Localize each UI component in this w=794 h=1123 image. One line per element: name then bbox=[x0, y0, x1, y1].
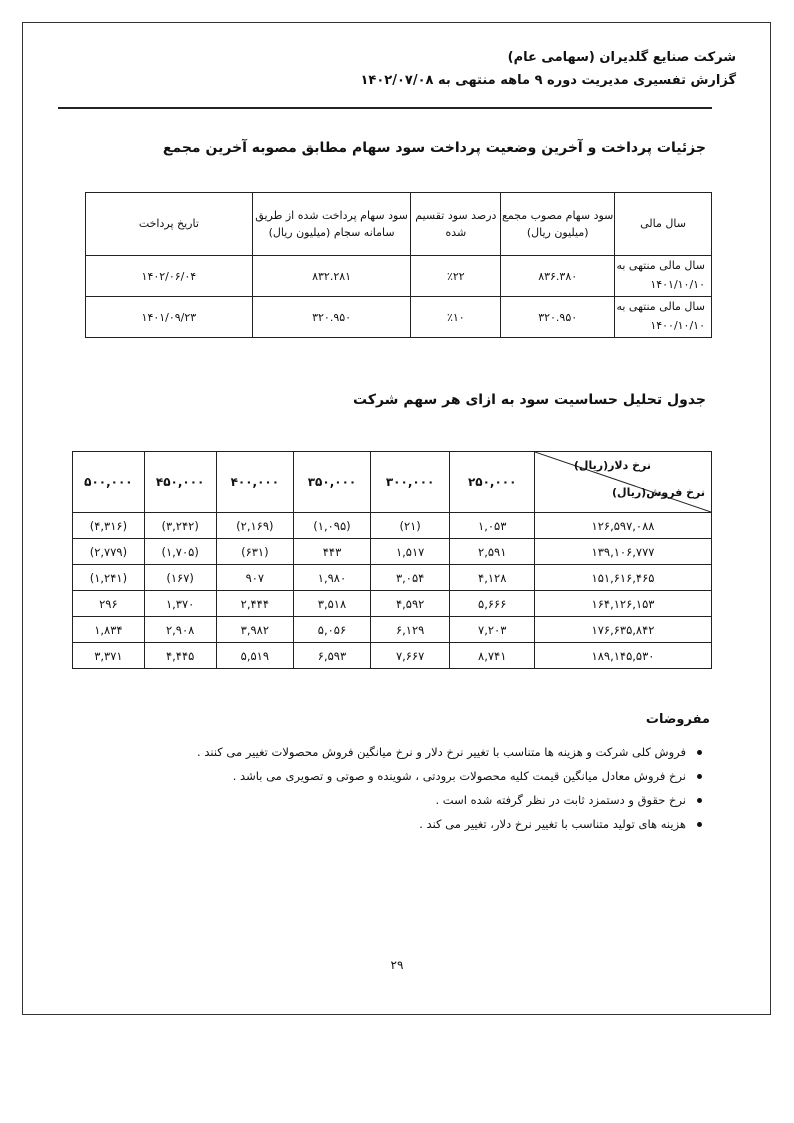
company-name: شرکت صنایع گلدیران (سهامی عام) bbox=[507, 50, 736, 65]
eps-cell: ۲,۹۰۸ bbox=[144, 617, 216, 643]
eps-cell: ۱,۸۳۴ bbox=[73, 617, 145, 643]
eps-cell: ۱,۳۷۰ bbox=[144, 591, 216, 617]
eps-cell: (۶۳۱) bbox=[216, 539, 294, 565]
table-row bbox=[86, 256, 712, 297]
eps-cell: ۵,۵۱۹ bbox=[216, 643, 294, 669]
dollar-rate-label: نرخ دلار(ریال) bbox=[573, 459, 651, 472]
eps-cell: ۱,۹۸۰ bbox=[294, 565, 371, 591]
eps-cell: (۱,۷۰۵) bbox=[144, 539, 216, 565]
table-row bbox=[73, 539, 712, 565]
eps-cell: ۲,۵۹۱ bbox=[450, 539, 535, 565]
sales-rate-cell: ۱۵۱,۶۱۶,۴۶۵ bbox=[535, 565, 712, 591]
eps-cell: ۸,۷۴۱ bbox=[450, 643, 535, 669]
paid-cell: ۳۲۰.۹۵۰ bbox=[252, 297, 411, 338]
page-number: ۲۹ bbox=[390, 958, 404, 972]
percent-cell: ٪۲۲ bbox=[411, 256, 501, 297]
eps-cell: ۳,۰۵۴ bbox=[370, 565, 450, 591]
header-divider bbox=[58, 107, 712, 109]
assumption-text: هزینه های تولید متناسب با تغییر نرخ دلار، تغییر می کند . bbox=[419, 817, 686, 831]
percent-cell: ٪۱۰ bbox=[411, 297, 501, 338]
dividend-header-row bbox=[86, 193, 712, 256]
eps-cell: ۳,۵۱۸ bbox=[294, 591, 371, 617]
eps-cell: ۵,۶۶۶ bbox=[450, 591, 535, 617]
table-row bbox=[73, 591, 712, 617]
report-title: گزارش تفسیری مدیریت دوره ۹ ماهه منتهی به ۱۴۰۲/۰۷/۰۸ bbox=[360, 73, 736, 88]
assumptions-list bbox=[126, 740, 686, 836]
list-item bbox=[126, 788, 686, 812]
paid-cell: ۸۳۲.۲۸۱ bbox=[252, 256, 411, 297]
table-row bbox=[86, 297, 712, 338]
dividend-table bbox=[85, 192, 712, 338]
dollar-rate-header: ۴۵۰,۰۰۰ bbox=[144, 452, 216, 513]
sensitivity-header-row bbox=[73, 452, 712, 513]
eps-cell: (۲,۱۶۹) bbox=[216, 513, 294, 539]
table-row bbox=[73, 513, 712, 539]
dollar-rate-header: ۴۰۰,۰۰۰ bbox=[216, 452, 294, 513]
eps-cell: (۲۱) bbox=[370, 513, 450, 539]
bullet-icon bbox=[697, 750, 702, 755]
eps-cell: ۳,۹۸۲ bbox=[216, 617, 294, 643]
eps-cell: (۳,۲۴۲) bbox=[144, 513, 216, 539]
col-paid-dividend: سود سهام پرداخت شده از طریق سامانه سجام (میلیون ریال) bbox=[252, 193, 411, 256]
dollar-rate-header: ۳۵۰,۰۰۰ bbox=[294, 452, 371, 513]
approved-cell: ۸۳۶.۳۸۰ bbox=[501, 256, 615, 297]
bullet-icon bbox=[697, 774, 702, 779]
bullet-icon bbox=[697, 798, 702, 803]
table-row bbox=[73, 565, 712, 591]
list-item bbox=[126, 764, 686, 788]
sales-rate-cell: ۱۲۶,۵۹۷,۰۸۸ bbox=[535, 513, 712, 539]
list-item bbox=[126, 812, 686, 836]
eps-cell: ۴,۱۲۸ bbox=[450, 565, 535, 591]
eps-cell: ۴,۵۹۲ bbox=[370, 591, 450, 617]
eps-cell: (۱,۲۴۱) bbox=[73, 565, 145, 591]
eps-cell: ۴۴۳ bbox=[294, 539, 371, 565]
eps-cell: ۱,۵۱۷ bbox=[370, 539, 450, 565]
assumption-text: نرخ فروش معادل میانگین قیمت کلیه محصولات برودتی ، شوینده و صوتی و تصویری می باشد . bbox=[232, 769, 686, 783]
sales-rate-cell: ۱۶۴,۱۲۶,۱۵۳ bbox=[535, 591, 712, 617]
eps-cell: ۶,۱۲۹ bbox=[370, 617, 450, 643]
eps-cell: (۱,۰۹۵) bbox=[294, 513, 371, 539]
eps-cell: ۲,۴۴۴ bbox=[216, 591, 294, 617]
eps-cell: ۳,۳۷۱ bbox=[73, 643, 145, 669]
sensitivity-section-title: جدول تحلیل حساسیت سود به ازای هر سهم شرکت bbox=[353, 392, 706, 408]
col-approved-dividend: سود سهام مصوب مجمع (میلیون ریال) bbox=[501, 193, 615, 256]
eps-cell: ۵,۰۵۶ bbox=[294, 617, 371, 643]
eps-cell: ۲۹۶ bbox=[73, 591, 145, 617]
fiscal-year-cell: سال مالی منتهی به ۱۴۰۰/۱۰/۱۰ bbox=[615, 297, 712, 338]
fiscal-year-cell: سال مالی منتهی به ۱۴۰۱/۱۰/۱۰ bbox=[615, 256, 712, 297]
bullet-icon bbox=[697, 822, 702, 827]
dollar-rate-header: ۲۵۰,۰۰۰ bbox=[450, 452, 535, 513]
dollar-rate-header: ۵۰۰,۰۰۰ bbox=[73, 452, 145, 513]
eps-cell: ۹۰۷ bbox=[216, 565, 294, 591]
sales-rate-cell: ۱۷۶,۶۳۵,۸۴۲ bbox=[535, 617, 712, 643]
col-dividend-percent: درصد سود تقسیم شده bbox=[411, 193, 501, 256]
corner-cell bbox=[535, 452, 712, 513]
col-payment-date: تاریخ پرداخت bbox=[86, 193, 253, 256]
dividend-section-title: جزئیات پرداخت و آخرین وضعیت پرداخت سود سهام مطابق مصوبه آخرین مجمع bbox=[162, 140, 706, 156]
eps-cell: ۷,۶۶۷ bbox=[370, 643, 450, 669]
table-row bbox=[73, 617, 712, 643]
sensitivity-table bbox=[72, 451, 712, 669]
sales-rate-label: نرخ فروش(ریال) bbox=[612, 486, 705, 499]
sales-rate-cell: ۱۳۹,۱۰۶,۷۷۷ bbox=[535, 539, 712, 565]
eps-cell: ۴,۴۴۵ bbox=[144, 643, 216, 669]
eps-cell: ۷,۲۰۳ bbox=[450, 617, 535, 643]
sales-rate-cell: ۱۸۹,۱۴۵,۵۳۰ bbox=[535, 643, 712, 669]
eps-cell: (۲,۷۷۹) bbox=[73, 539, 145, 565]
table-row bbox=[73, 643, 712, 669]
assumption-text: فروش کلی شرکت و هزینه ها متناسب با تغییر نرخ دلار و نرخ میانگین فروش محصولات تغییر می کنند . bbox=[197, 745, 686, 759]
assumption-text: نرخ حقوق و دستمزد ثابت در نظر گرفته شده است . bbox=[435, 793, 686, 807]
dollar-rate-header: ۳۰۰,۰۰۰ bbox=[370, 452, 450, 513]
col-fiscal-year: سال مالی bbox=[615, 193, 712, 256]
assumptions-title: مفروضات bbox=[645, 712, 710, 727]
date-cell: ۱۴۰۱/۰۹/۲۳ bbox=[86, 297, 253, 338]
approved-cell: ۳۲۰.۹۵۰ bbox=[501, 297, 615, 338]
date-cell: ۱۴۰۲/۰۶/۰۴ bbox=[86, 256, 253, 297]
eps-cell: ۶,۵۹۳ bbox=[294, 643, 371, 669]
eps-cell: ۱,۰۵۳ bbox=[450, 513, 535, 539]
eps-cell: (۱۶۷) bbox=[144, 565, 216, 591]
list-item bbox=[126, 740, 686, 764]
eps-cell: (۴,۳۱۶) bbox=[73, 513, 145, 539]
